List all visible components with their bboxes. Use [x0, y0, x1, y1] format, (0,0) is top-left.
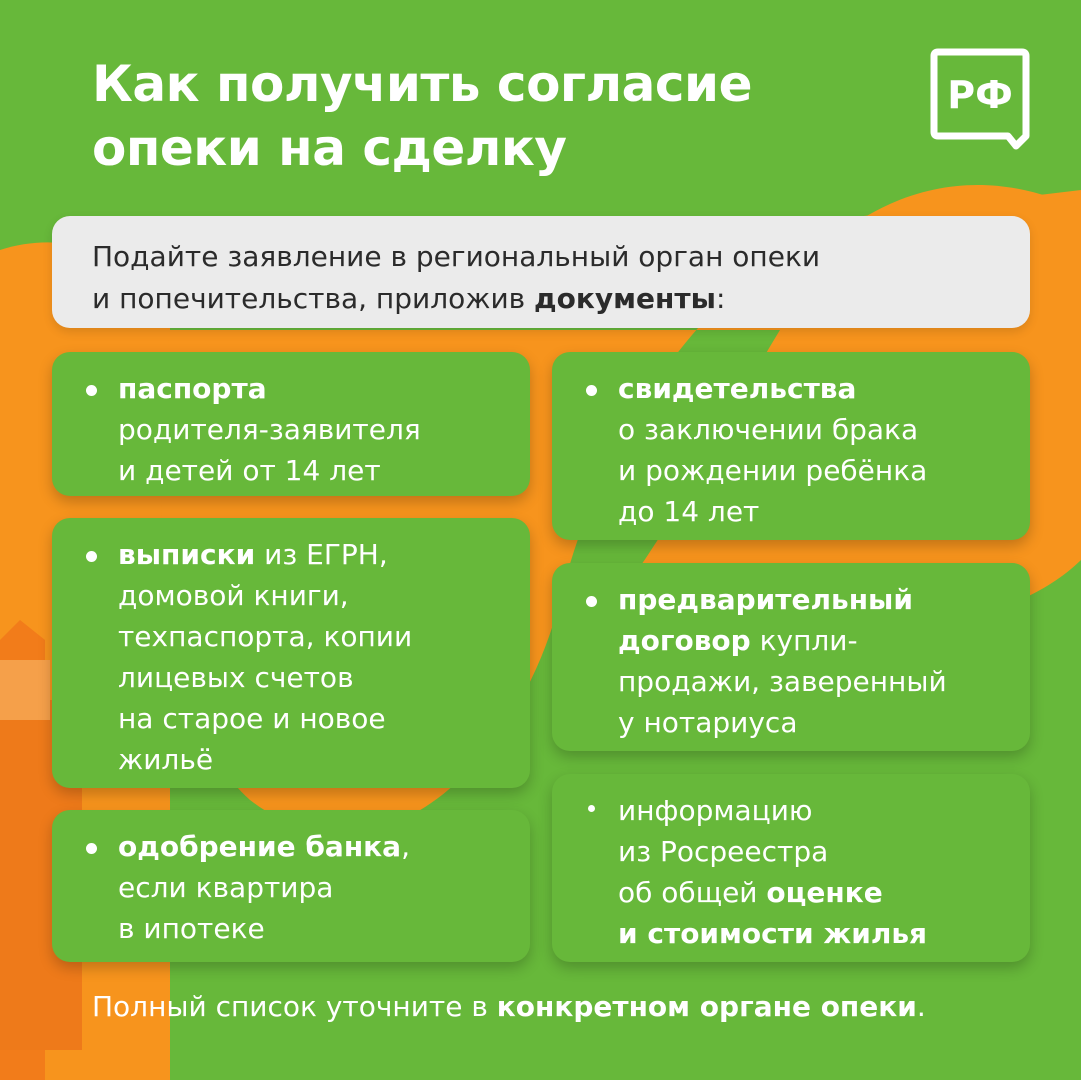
page-title — [92, 52, 872, 180]
contract-bold-1: предварительный — [618, 583, 913, 616]
bullet-icon — [86, 551, 97, 562]
logo-text: РФ — [947, 73, 1013, 117]
bank-bold: одобрение банка — [118, 830, 402, 863]
intro-line-1: Подайте заявление в региональный орган опеки — [92, 240, 821, 273]
bank-line-2: если квартира — [118, 871, 334, 904]
extracts-line-6: жильё — [118, 743, 214, 776]
bullet-icon — [86, 385, 97, 396]
certificates-bold: свидетельства — [618, 372, 857, 405]
contract-line-3: продажи, заверенный — [618, 665, 947, 698]
card-passports-text — [118, 368, 520, 491]
extracts-bold: выписки — [118, 538, 256, 571]
card-extracts — [52, 518, 530, 788]
extracts-line-2: домовой книги, — [118, 579, 349, 612]
footer-suffix: . — [916, 990, 926, 1023]
bank-line-1-rest: , — [401, 830, 410, 863]
card-passports — [52, 352, 530, 496]
bullet-icon — [586, 385, 597, 396]
contract-bold-2: договор — [618, 624, 751, 657]
card-certificates — [552, 352, 1030, 540]
contract-line-4: у нотариуса — [618, 706, 798, 739]
passports-bold: паспорта — [118, 372, 267, 405]
extracts-line-5: на старое и новое — [118, 702, 386, 735]
extracts-line-1-rest: из ЕГРН, — [255, 538, 388, 571]
footer-bold: конкретном органе опеки — [496, 990, 917, 1023]
footer-note — [92, 986, 1052, 1028]
intro-line-2-prefix: и попечительства, приложив — [92, 282, 535, 315]
title-line-2: опеки на сделку — [92, 119, 567, 177]
card-contract-text — [618, 579, 1020, 743]
footer-prefix: Полный список уточните в — [92, 990, 497, 1023]
bullet-icon — [586, 596, 597, 607]
card-extracts-text — [118, 534, 520, 780]
bank-line-3: в ипотеке — [118, 912, 265, 945]
extracts-line-3: техпаспорта, копии — [118, 620, 413, 653]
title-line-1: Как получить согласие — [92, 55, 752, 113]
orange-block-highlight — [0, 660, 50, 720]
rosreestr-line-2: из Росреестра — [618, 835, 829, 868]
intro-line-2 — [92, 278, 990, 320]
certificates-line-3: и рождении ребёнка — [618, 454, 928, 487]
rf-speech-bubble-icon — [930, 48, 1030, 152]
certificates-line-4: до 14 лет — [618, 495, 760, 528]
card-bank-text — [118, 826, 520, 949]
certificates-line-2: о заключении брака — [618, 413, 919, 446]
passports-line-2: родителя-заявителя — [118, 413, 421, 446]
rosreestr-line-4-bold: и стоимости жилья — [618, 917, 928, 950]
rosreestr-line-1: информацию — [618, 794, 813, 827]
card-rosreestr — [552, 774, 1030, 962]
intro-box — [52, 216, 1030, 328]
rosreestr-line-3-prefix: об общей — [618, 876, 767, 909]
bullet-icon — [86, 843, 97, 854]
card-bank — [52, 810, 530, 962]
rosreestr-line-3-bold: оценке — [766, 876, 883, 909]
intro-documents-bold: документы — [534, 282, 716, 315]
extracts-line-4: лицевых счетов — [118, 661, 354, 694]
bullet-icon — [588, 805, 595, 812]
passports-line-3: и детей от 14 лет — [118, 454, 381, 487]
intro-line-2-suffix: : — [715, 282, 726, 315]
rf-logo — [930, 48, 1030, 152]
card-contract — [552, 563, 1030, 751]
card-certificates-text — [618, 368, 1020, 532]
card-rosreestr-text — [618, 790, 1020, 954]
contract-line-2-rest: купли- — [750, 624, 858, 657]
